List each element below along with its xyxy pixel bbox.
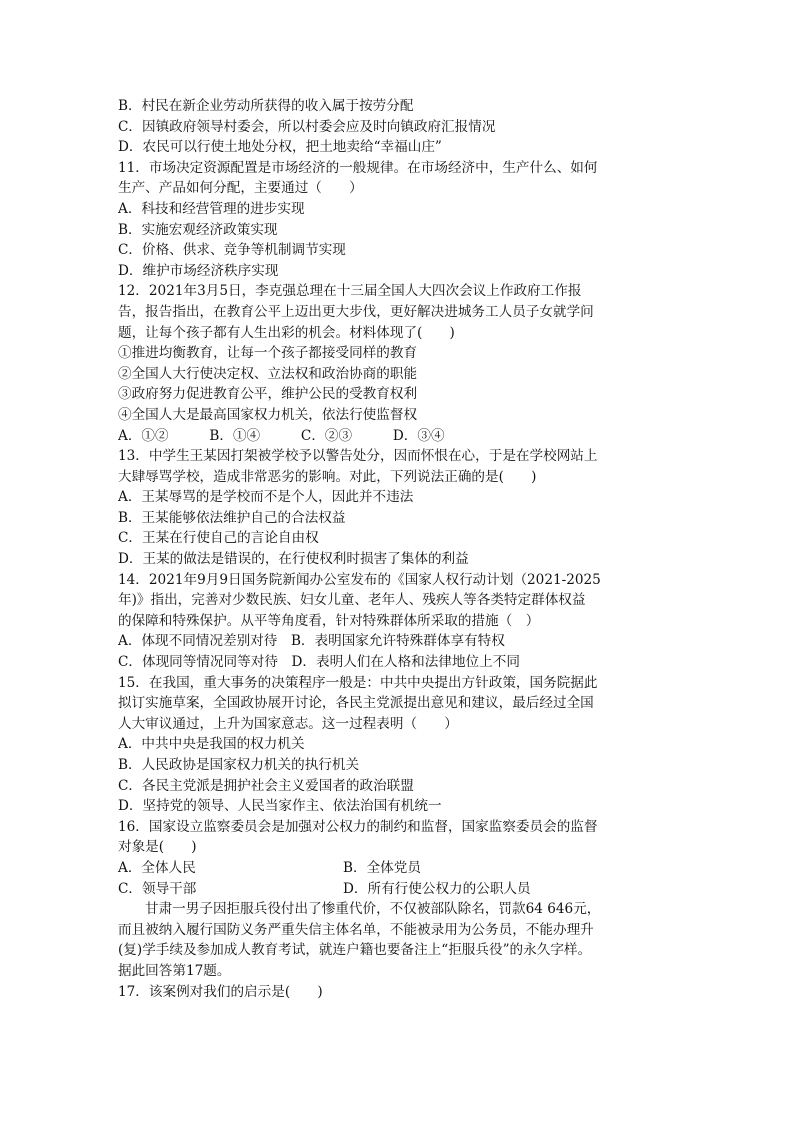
question-13-option-a: A．王某辱骂的是学校而不是个人，因此并不违法 <box>118 489 414 506</box>
question-13-stem: 13．中学生王某因打架被学校予以警告处分，因而怀恨在心，于是在学校网站上 <box>118 448 598 465</box>
question-16-option-d: D．所有行使公权力的公职人员 <box>343 880 531 897</box>
question-12-statement-1: ①推进均衡教育，让每一个孩子都接受同样的教育 <box>118 345 418 362</box>
case-material: 据此回答第17题。 <box>118 962 231 979</box>
question-14-stem: 的保障和特殊保护。从平等角度看，针对特殊群体所采取的措施（ ） <box>118 612 540 629</box>
question-14-options-ab: A．体现不同情况差别对待 B．表明国家允许特殊群体享有特权 <box>118 633 505 650</box>
question-13-option-d: D．王某的做法是错误的，在行使权利时损害了集体的利益 <box>118 551 469 568</box>
question-12-statement-4: ④全国人大是最高国家权力机关，依法行使监督权 <box>118 406 418 423</box>
question-11-stem: 生产、产品如何分配，主要通过（ ） <box>118 180 363 197</box>
text-line: B．村民在新企业劳动所获得的收入属于按劳分配 <box>118 98 414 114</box>
question-15-option-c: C．各民主党派是拥护社会主义爱国者的政治联盟 <box>118 777 414 794</box>
question-16-options-row-2 <box>118 879 688 900</box>
text-line: D．农民可以行使土地处分权，把土地卖给“幸福山庄” <box>118 139 442 156</box>
question-13-option-b: B．王某能够依法维护自己的合法权益 <box>118 509 346 526</box>
question-13-option-c: C．王某在行使自己的言论自由权 <box>118 530 319 547</box>
question-14-options-cd: C．体现同等情况同等对待 D．表明人们在人格和法律地位上不同 <box>118 654 520 671</box>
question-12-statement-2: ②全国人大行使决定权、立法权和政治协商的职能 <box>118 365 418 382</box>
question-11-stem: 11．市场决定资源配置是市场经济的一般规律。在市场经济中，生产什么、如何 <box>118 159 598 176</box>
question-12-options: A．①② B．①④ C．②③ D．③④ <box>118 427 445 444</box>
document-page <box>118 96 688 1002</box>
question-16-options-row-1 <box>118 858 688 879</box>
case-material: (复)学手续及参加成人教育考试，就连户籍也要备注上“拒服兵役”的永久字样。 <box>118 942 592 959</box>
question-14-stem: 14．2021年9月9日国务院新闻办公室发布的《国家人权行动计划（2021-2025 <box>118 571 601 588</box>
question-17-stem: 17．该案例对我们的启示是( ) <box>118 983 323 1000</box>
question-15-stem: 拟订实施草案，全国政协展开讨论，各民主党派提出意见和建议，最后经过全国 <box>118 695 594 712</box>
question-15-option-b: B．人民政协是国家权力机关的执行机关 <box>118 757 360 773</box>
question-16-option-b: B．全体党员 <box>343 859 421 876</box>
question-12-stem: 12．2021年3月5日，李克强总理在十三届全国人大四次会议上作政府工作报 <box>118 283 582 300</box>
question-14-stem: 年)》指出，完善对少数民族、妇女儿童、老年人、残疾人等各类特定群体权益 <box>118 592 586 609</box>
question-16-stem: 对象是( ) <box>118 839 197 856</box>
question-13-stem: 大肆辱骂学校，造成非常恶劣的影响。对此，下列说法正确的是( ) <box>118 468 537 485</box>
question-15-option-a: A．中共中央是我国的权力机关 <box>118 736 305 753</box>
question-15-stem: 15．在我国，重大事务的决策程序一般是：中共中央提出方针政策，国务院据此 <box>118 674 598 691</box>
question-12-stem: 题，让每个孩子都有人生出彩的机会。材料体现了( ) <box>118 324 455 341</box>
question-11-option-a: A．科技和经营管理的进步实现 <box>118 200 305 217</box>
question-15-option-d: D．坚持党的领导、人民当家作主、依法治国有机统一 <box>118 798 442 815</box>
case-material: 而且被纳入履行国防义务严重失信主体名单，不能被录用为公务员，不能办理升 <box>118 921 594 938</box>
question-16-stem: 16．国家设立监察委员会是加强对公权力的制约和监督，国家监察委员会的监督 <box>118 818 598 835</box>
question-12-statement-3: ③政府努力促进教育公平，维护公民的受教育权利 <box>118 386 418 403</box>
question-15-stem: 人大审议通过，上升为国家意志。这一过程表明（ ） <box>118 715 458 732</box>
question-11-option-d: D．维护市场经济秩序实现 <box>118 262 279 279</box>
question-11-option-c: C．价格、供求、竞争等机制调节实现 <box>118 242 346 259</box>
text-line: C．因镇政府领导村委会，所以村委会应及时向镇政府汇报情况 <box>118 118 496 135</box>
question-11-option-b: B．实施宏观经济政策实现 <box>118 221 278 238</box>
question-12-stem: 告，报告指出，在教育公平上迈出更大步伐，更好解决进城务工人员子女就学问 <box>118 303 594 320</box>
case-material: 甘肃一男子因拒服兵役付出了惨重代价，不仅被部队除名，罚款64 646元， <box>145 901 601 918</box>
question-16-option-c: C．领导干部 <box>118 880 197 897</box>
question-16-option-a: A．全体人民 <box>118 859 196 876</box>
